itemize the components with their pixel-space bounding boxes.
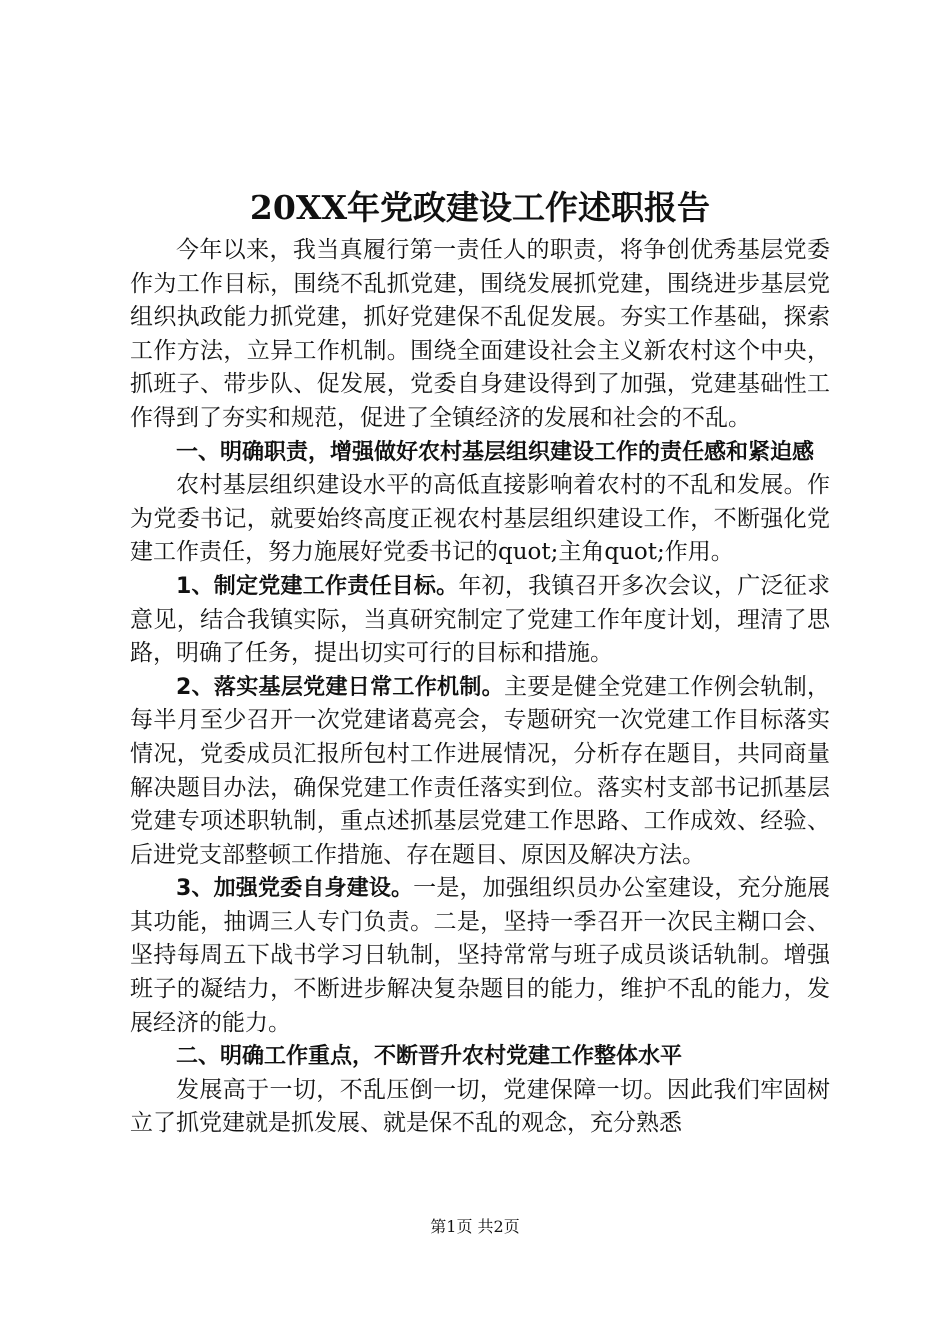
item-3-lead: 3、加强党委自身建设。 — [176, 876, 414, 902]
section-2-body: 发展高于一切，不乱压倒一切，党建保障一切。因此我们牢固树立了抓党建就是抓发展、就是保不乱的观念，充分熟悉 — [130, 1076, 830, 1137]
section-1-item-3 — [130, 872, 830, 1040]
document-body — [130, 184, 830, 1141]
section-2-heading: 二、明确工作重点，不断晋升农村党建工作整体水平 — [176, 1044, 683, 1070]
page-footer: 第1页 共2页 — [430, 1217, 520, 1236]
item-2-text: 主要是健全党建工作例会轨制，每半月至少召开一次党建诸葛亮会，专题研究一次党建工作目标落实情况，党委成员汇报所包村工作进展情况，分析存在题目，共同商量解决题目办法，确保党建工作责任落实到位。落实村支部书记抓基层党建专项述职轨制，重点述抓基层党建工作思路、工作成效、经验、后进党支部整顿工作措施、存在题目、原因及解决方法。 — [130, 673, 831, 868]
item-3-text: 一是，加强组织员办公室建设，充分施展其功能，抽调三人专门负责。二是，坚持一季召开一次民主糊口会、坚持每周五下战书学习日轨制，坚持常常与班子成员谈话轨制。增强班子的凝结力，不断进步解决复杂题目的能力，维护不乱的能力，发展经济的能力。 — [130, 875, 831, 1036]
item-1-lead: 1、制定党建工作责任目标。 — [176, 573, 459, 599]
item-2-lead: 2、落实基层党建日常工作机制。 — [176, 674, 504, 700]
section-1-body: 农村基层组织建设水平的高低直接影响着农村的不乱和发展。作为党委书记，就要始终高度正视农村基层组织建设工作，不断强化党建工作责任，努力施展好党委书记的quot;主角quot;作用。 — [130, 472, 830, 566]
section-1-item-2 — [130, 671, 830, 873]
intro-paragraph: 今年以来，我当真履行第一责任人的职责，将争创优秀基层党委作为工作目标，围绕不乱抓党建，围绕发展抓党建，围绕进步基层党组织执政能力抓党建，抓好党建保不乱促发展。夯实工作基础，探索工作方法，立异工作机制。围绕全面建设社会主义新农村这个中央，抓班子、带步队、促发展，党委自身建设得到了加强，党建基础性工作得到了夯实和规范，促进了全镇经济的发展和社会的不乱。 — [130, 237, 830, 431]
section-1-heading: 一、明确职责，增强做好农村基层组织建设工作的责任感和紧迫感 — [176, 439, 815, 465]
item-1-text: 年初，我镇召开多次会议，广泛征求意见，结合我镇实际，当真研究制定了党建工作年度计划，理清了思路，明确了任务，提出切实可行的目标和措施。 — [130, 572, 831, 667]
section-1-item-1 — [130, 570, 830, 671]
document-title: 20XX年党政建设工作述职报告 — [249, 188, 711, 227]
